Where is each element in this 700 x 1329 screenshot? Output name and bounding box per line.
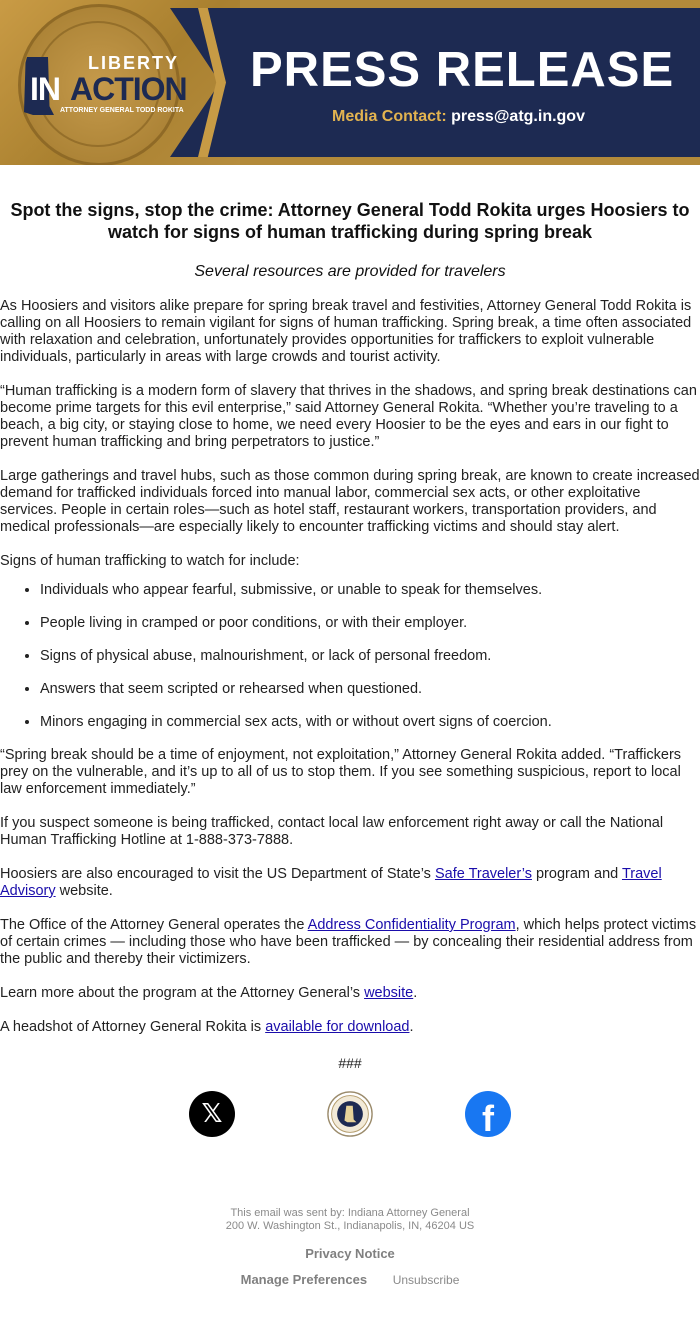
article-subtitle: Several resources are provided for travelers xyxy=(194,263,506,280)
headshot-download-link[interactable]: available for download xyxy=(265,1019,410,1035)
media-contact-email: press@atg.in.gov xyxy=(451,108,585,125)
text-segment: . xyxy=(409,1019,414,1035)
paragraph-9 xyxy=(0,985,700,1002)
article-headline: Spot the signs, stop the crime: Attorney General Todd Rokita urges Hoosiers to watch for signs of human trafficking during spring break xyxy=(10,200,690,242)
media-contact-label: Media Contact: xyxy=(332,108,452,125)
list-item: • Individuals who appear fearful, submissive, or unable to speak for themselves. xyxy=(40,582,700,599)
website-link[interactable]: website xyxy=(364,985,414,1001)
logo-liberty-text: LIBERTY xyxy=(88,53,180,73)
paragraph-3: Large gatherings and travel hubs, such as those common during spring break, are known to create increased demand for trafficked individuals forced into manual labor, commercial sex acts, or other exploitative services. People in certain roles—such as hotel staff, restaurant workers, transportation providers, and medical professionals—are especially likely to encounter trafficking victims and should stay alert. xyxy=(0,468,700,535)
text-segment: Hoosiers are also encouraged to visit the US Department of State’s xyxy=(0,866,435,882)
facebook-glyph: f xyxy=(482,1098,494,1139)
media-contact xyxy=(332,108,585,126)
footer-links xyxy=(0,1273,700,1287)
article-body xyxy=(0,199,700,1287)
text-segment: program and xyxy=(531,866,622,882)
list-item: • Answers that seem scripted or rehearsed when questioned. xyxy=(40,681,700,698)
privacy-notice-link[interactable]: Privacy Notice xyxy=(305,1246,395,1261)
logo-in-text: IN xyxy=(30,71,60,107)
x-glyph: 𝕏 xyxy=(201,1099,223,1129)
email-footer xyxy=(0,1207,700,1287)
paragraph-7 xyxy=(0,866,700,900)
list-item: • Minors engaging in commercial sex acts, with or without overt signs of coercion. xyxy=(40,714,700,731)
text-segment: Learn more about the program at the Attorney General’s xyxy=(0,985,365,1001)
paragraph-1: As Hoosiers and visitors alike prepare for spring break travel and festivities, Attorney General Todd Rokita is calling on all Hoosiers to remain vigilant for signs of human trafficking. Spring break, a time often associated with relaxation and celebration, unfortunately provides opportunities for traffickers to exploit vulnerable individuals, particularly in areas with large crowds and tourist activity. xyxy=(0,298,692,365)
state-seal-icon[interactable] xyxy=(327,1091,373,1137)
press-release-title: PRESS RELEASE xyxy=(250,43,675,97)
signs-list xyxy=(0,582,700,731)
liberty-in-action-logo xyxy=(22,53,187,125)
paragraph-8 xyxy=(0,917,700,968)
safe-travelers-link[interactable]: Safe Traveler’s xyxy=(434,866,532,882)
text-segment: , which helps protect victims of certain crimes — including those who have been trafficked — by concealing their residential address from the public and thereby their victimizers. xyxy=(0,917,697,967)
seal-graphic xyxy=(327,1089,373,1139)
footer-address: 200 W. Washington St., Indianapolis, IN, 46204 US xyxy=(225,1220,475,1232)
manage-preferences-link[interactable]: Manage Preferences xyxy=(240,1272,368,1287)
footer-sent-by: This email was sent by: Indiana Attorney General xyxy=(230,1207,470,1219)
logo-ag-text: ATTORNEY GENERAL TODD ROKITA xyxy=(60,107,184,114)
social-links xyxy=(0,1091,700,1137)
list-item: • Signs of physical abuse, malnourishment, or lack of personal freedom. xyxy=(40,648,700,665)
x-logo-icon[interactable] xyxy=(189,1091,235,1137)
address-confidentiality-link[interactable]: Address Confidentiality Program xyxy=(307,917,516,933)
paragraph-5: “Spring break should be a time of enjoyment, not exploitation,” Attorney General Rokita added. “Traffickers prey on the vulnerable, and it’s up to all of us to stop them. If you see something suspicious, report to local law enforcement immediately.” xyxy=(0,747,682,797)
travel-advisory-link[interactable]: Travel Advisory xyxy=(0,866,662,899)
facebook-icon[interactable] xyxy=(465,1091,511,1137)
text-segment: . xyxy=(413,985,418,1001)
paragraph-4: Signs of human trafficking to watch for include: xyxy=(0,553,300,569)
press-release-banner xyxy=(0,0,700,165)
list-item: • People living in cramped or poor conditions, or with their employer. xyxy=(40,615,700,632)
text-segment: A headshot of Attorney General Rokita is xyxy=(0,1019,266,1035)
paragraph-2: “Human trafficking is a modern form of slavery that thrives in the shadows, and spring break destinations can become prime targets for this evil enterprise,” said Attorney General Rokita. “Whether you’re traveling to a beach, a big city, or staying close to home, we need every Hoosier to be the eyes and ears in our fight to prevent human trafficking and bring perpetrators to justice.” xyxy=(0,383,697,450)
text-segment: The Office of the Attorney General operates the xyxy=(0,917,308,933)
paragraph-6: If you suspect someone is being trafficked, contact local law enforcement right away or call the National Human Trafficking Hotline at 1-888-373-7888. xyxy=(0,815,664,848)
logo-action-text: ACTION xyxy=(70,71,187,107)
text-segment: website. xyxy=(55,883,113,899)
unsubscribe-link[interactable]: Unsubscribe xyxy=(392,1273,460,1287)
end-mark: ### xyxy=(338,1055,362,1071)
paragraph-10 xyxy=(0,1019,700,1036)
